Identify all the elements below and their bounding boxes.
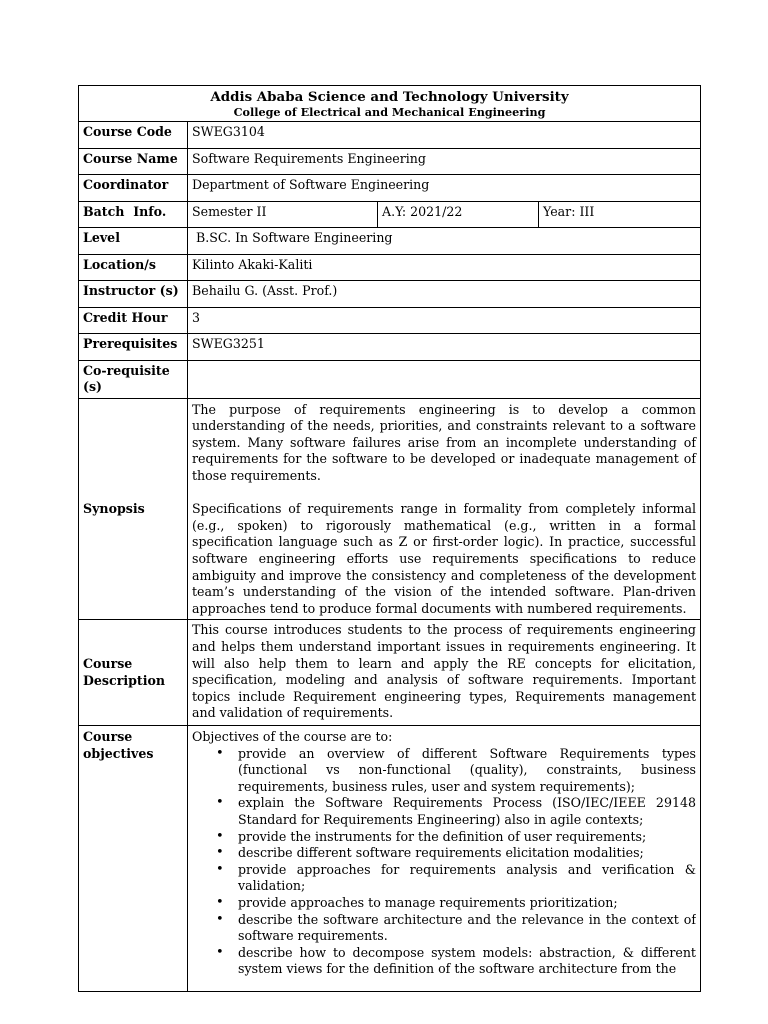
list-item: • provide approaches for requirements analysis and verification & validation; bbox=[238, 862, 696, 895]
prerequisites-value: SWEG3251 bbox=[188, 334, 701, 361]
list-item: • provide approaches to manage requirements prioritization; bbox=[238, 895, 696, 912]
course-description-label bbox=[79, 620, 188, 726]
row-coordinator bbox=[79, 175, 701, 202]
synopsis-paragraph: Specifications of requirements range in formality from completely informal (e.g., spoken) to rigorously mathematical (e.g., written in a formal specification language such as Z or first-order logic). In practice, successful software engineering efforts use requirements specifications to reduce ambiguity and improve the consistency and completeness of the development team’s understanding of the vision of the intended software. Plan-driven approaches tend to produce formal documents with numbered requirements. bbox=[192, 501, 696, 616]
row-level bbox=[79, 228, 701, 255]
row-corequisites bbox=[79, 360, 701, 398]
university-name: Addis Ababa Science and Technology University bbox=[210, 89, 569, 105]
course-outline-document bbox=[78, 85, 700, 992]
row-batch-info bbox=[79, 201, 701, 228]
row-course-name bbox=[79, 148, 701, 175]
course-description-value: This course introduces students to the process of requirements engineering and helps them understand important issues in requirements engineering. It will also help them to learn and apply the RE concepts for elicitation, specification, modeling and analysis of software requirements. Important topics include Requirement engineering types, Requirements management and validation of requirements. bbox=[188, 620, 701, 726]
level-label: Level bbox=[79, 228, 188, 255]
semester-value: Semester II bbox=[188, 201, 378, 228]
list-item: • provide an overview of different Software Requirements types (functional vs non-functional (quality), constraints, business requirements, business rules, user and system requirements); bbox=[238, 746, 696, 796]
row-credit-hour bbox=[79, 307, 701, 334]
label-line: Description bbox=[83, 672, 166, 688]
row-prerequisites bbox=[79, 334, 701, 361]
header-row bbox=[79, 86, 701, 122]
corequisites-value bbox=[188, 360, 701, 398]
institution-header bbox=[79, 86, 701, 122]
label-line: objectives bbox=[83, 745, 154, 761]
synopsis-label: Synopsis bbox=[79, 398, 188, 620]
objectives-intro: Objectives of the course are to: bbox=[192, 728, 393, 744]
list-item: • describe the software architecture and the relevance in the context of software requirements. bbox=[238, 912, 696, 945]
academic-year-value: A.Y: 2021/22 bbox=[378, 201, 539, 228]
college-name: College of Electrical and Mechanical Engineering bbox=[233, 105, 546, 119]
course-name-value: Software Requirements Engineering bbox=[188, 148, 701, 175]
objectives-content bbox=[192, 729, 696, 991]
label-line: Course bbox=[83, 728, 133, 744]
coordinator-label: Coordinator bbox=[79, 175, 188, 202]
list-item: • describe different software requirements elicitation modalities; bbox=[238, 845, 696, 862]
credit-hour-value: 3 bbox=[188, 307, 701, 334]
credit-hour-label: Credit Hour bbox=[79, 307, 188, 334]
row-instructor bbox=[79, 281, 701, 308]
paragraph-gap bbox=[192, 485, 696, 502]
course-code-label: Course Code bbox=[79, 122, 188, 149]
course-name-label: Course Name bbox=[79, 148, 188, 175]
objectives-list bbox=[192, 746, 696, 978]
location-label: Location/s bbox=[79, 254, 188, 281]
course-objectives-label bbox=[79, 725, 188, 991]
coordinator-value: Department of Software Engineering bbox=[188, 175, 701, 202]
synopsis-value bbox=[188, 398, 701, 620]
row-course-objectives bbox=[79, 725, 701, 991]
label-line: Course bbox=[83, 656, 133, 672]
location-value: Kilinto Akaki-Kaliti bbox=[188, 254, 701, 281]
synopsis-paragraph: The purpose of requirements engineering is to develop a common understanding of the needs, priorities, and constraints relevant to a software system. Many software failures arise from an incomplete understanding of requirements for the software to be developed or inadequate management of those requirements. bbox=[192, 401, 696, 484]
list-item: • describe how to decompose system models: abstraction, & different system views for the definition of the software architecture from the bbox=[238, 945, 696, 978]
row-location bbox=[79, 254, 701, 281]
row-course-description bbox=[79, 620, 701, 726]
row-synopsis bbox=[79, 398, 701, 620]
year-value: Year: III bbox=[539, 201, 701, 228]
course-code-value: SWEG3104 bbox=[188, 122, 701, 149]
list-item: • explain the Software Requirements Process (ISO/IEC/IEEE 29148 Standard for Requirements Engineering) also in agile contexts; bbox=[238, 795, 696, 828]
level-value: B.SC. In Software Engineering bbox=[188, 228, 701, 255]
course-objectives-value bbox=[188, 725, 701, 991]
instructor-value: Behailu G. (Asst. Prof.) bbox=[188, 281, 701, 308]
batch-info-label: Batch Info. bbox=[79, 201, 188, 228]
prerequisites-label: Prerequisites bbox=[79, 334, 188, 361]
instructor-label: Instructor (s) bbox=[79, 281, 188, 308]
course-info-table bbox=[78, 85, 701, 992]
corequisites-label: Co-requisite (s) bbox=[79, 360, 188, 398]
list-item: • provide the instruments for the definition of user requirements; bbox=[238, 829, 696, 846]
row-course-code bbox=[79, 122, 701, 149]
